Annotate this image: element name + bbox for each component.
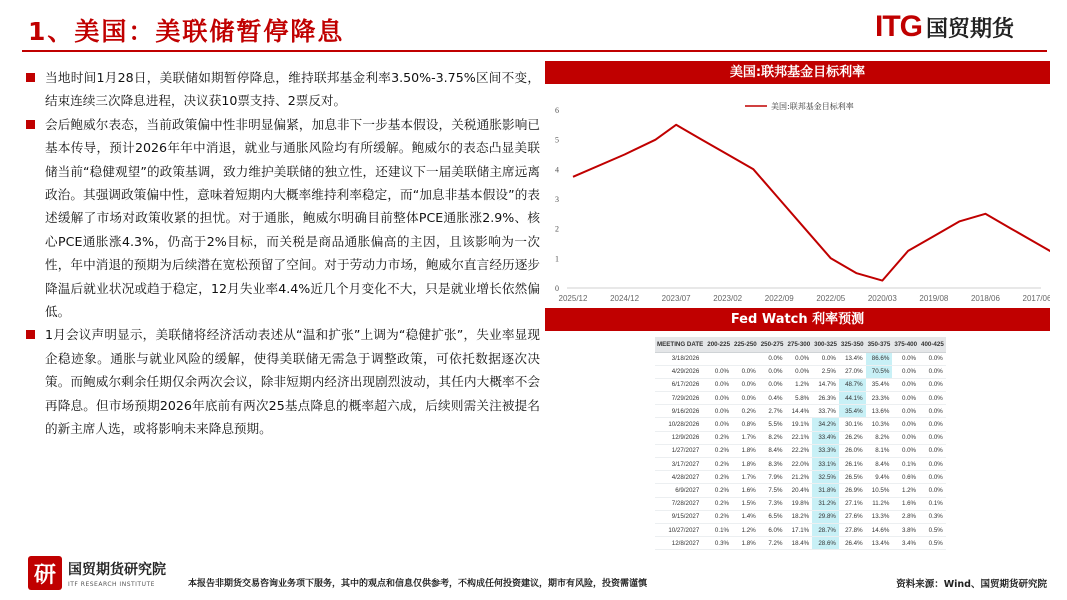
probability-cell: 0.0% xyxy=(732,392,759,405)
probability-cell: 30.1% xyxy=(839,418,866,431)
meeting-date-cell: 4/29/2026 xyxy=(655,365,705,378)
probability-cell: 19.1% xyxy=(785,418,812,431)
probability-cell: 26.5% xyxy=(839,471,866,484)
probability-cell: 22.1% xyxy=(785,431,812,444)
probability-cell: 0.6% xyxy=(892,471,919,484)
probability-cell: 0.0% xyxy=(759,378,786,391)
meeting-date-cell: 7/28/2027 xyxy=(655,497,705,510)
probability-cell: 0.0% xyxy=(732,365,759,378)
probability-cell xyxy=(732,352,759,365)
probability-cell: 8.3% xyxy=(759,458,786,471)
x-tick-label: 2017/06 xyxy=(1022,294,1050,303)
probability-cell: 8.2% xyxy=(866,431,893,444)
fedwatch-row xyxy=(655,510,946,523)
fedwatch-row xyxy=(655,458,946,471)
meeting-date-cell: 6/9/2027 xyxy=(655,484,705,497)
probability-cell: 70.5% xyxy=(866,365,893,378)
bullet-square-icon xyxy=(26,330,35,339)
probability-cell: 13.3% xyxy=(866,510,893,523)
meeting-date-cell: 3/17/2027 xyxy=(655,458,705,471)
probability-cell: 2.5% xyxy=(812,365,839,378)
probability-cell: 13.4% xyxy=(839,352,866,365)
meeting-date-cell: 4/28/2027 xyxy=(655,471,705,484)
probability-cell: 10.3% xyxy=(866,418,893,431)
fedwatch-column-header: 325-350 xyxy=(839,337,866,352)
probability-cell: 31.2% xyxy=(812,497,839,510)
logo-company-name: 国贸期货 xyxy=(926,16,1015,42)
x-tick-label: 2019/08 xyxy=(919,294,949,303)
probability-cell: 86.6% xyxy=(866,352,893,365)
probability-cell: 0.0% xyxy=(892,418,919,431)
probability-cell: 0.0% xyxy=(919,458,946,471)
x-tick-label: 2024/12 xyxy=(610,294,640,303)
probability-cell: 2.8% xyxy=(892,510,919,523)
probability-cell: 0.1% xyxy=(892,458,919,471)
footer-org-en: ITF RESEARCH INSTITUTE xyxy=(68,580,155,588)
probability-cell: 0.0% xyxy=(919,405,946,418)
page-title: 1、美国：美联储暂停降息 xyxy=(28,17,345,46)
probability-cell: 1.2% xyxy=(892,484,919,497)
probability-cell: 7.9% xyxy=(759,471,786,484)
probability-cell: 0.0% xyxy=(892,352,919,365)
probability-cell: 0.0% xyxy=(919,352,946,365)
fedwatch-column-header: 225-250 xyxy=(732,337,759,352)
x-tick-label: 2023/07 xyxy=(661,294,691,303)
probability-cell: 8.1% xyxy=(866,444,893,457)
probability-cell: 0.5% xyxy=(919,523,946,536)
y-tick-label: 4 xyxy=(555,165,559,175)
fedwatch-row xyxy=(655,431,946,444)
probability-cell: 0.0% xyxy=(919,471,946,484)
probability-cell: 0.0% xyxy=(785,352,812,365)
probability-cell: 32.5% xyxy=(812,471,839,484)
probability-cell: 1.7% xyxy=(732,471,759,484)
bullet-item xyxy=(26,66,540,113)
probability-cell: 0.3% xyxy=(705,537,732,550)
probability-cell: 8.2% xyxy=(759,431,786,444)
fedwatch-row xyxy=(655,497,946,510)
legend-label: 美国:联邦基金目标利率 xyxy=(771,102,854,111)
fedwatch-row xyxy=(655,444,946,457)
probability-cell: 0.0% xyxy=(732,378,759,391)
probability-cell: 22.2% xyxy=(785,444,812,457)
chart-panel-header: 美国:联邦基金目标利率 xyxy=(545,61,1050,84)
probability-cell: 13.6% xyxy=(866,405,893,418)
fedwatch-column-header: 250-275 xyxy=(759,337,786,352)
bullet-text: 1月会议声明显示，美联储将经济活动表述从“温和扩张”上调为“稳健扩张”，失业率显现企稳迹象。通胀与就业风险的缓解，使得美联储无需急于调整政策，可依托数据逐次决策。而鲍威尔剩余任期仅余两次会议，除非短期内经济出现剧烈波动，其任内大概率不会再降息。但市场预期2026年底前有两次25基点降息的概率超六成，后续则需关注被提名的新主席人选，或将影响未来降息预期。 xyxy=(45,327,540,437)
probability-cell: 0.4% xyxy=(759,392,786,405)
bullet-text: 当地时间1月28日，美联储如期暂停降息，维持联邦基金利率3.50%-3.75%区间不变，结束连续三次降息进程，决议获10票支持、2票反对。 xyxy=(45,70,540,109)
probability-cell: 26.9% xyxy=(839,484,866,497)
probability-cell: 0.0% xyxy=(919,378,946,391)
probability-cell: 33.7% xyxy=(812,405,839,418)
fedwatch-row xyxy=(655,537,946,550)
probability-cell: 26.1% xyxy=(839,458,866,471)
probability-cell: 11.2% xyxy=(866,497,893,510)
meeting-date-cell: 12/9/2026 xyxy=(655,431,705,444)
probability-cell: 19.8% xyxy=(785,497,812,510)
probability-cell: 6.0% xyxy=(759,523,786,536)
x-tick-label: 2022/09 xyxy=(764,294,794,303)
probability-cell: 33.4% xyxy=(812,431,839,444)
probability-cell: 33.3% xyxy=(812,444,839,457)
meeting-date-cell: 1/27/2027 xyxy=(655,444,705,457)
fedwatch-row xyxy=(655,378,946,391)
probability-cell: 0.2% xyxy=(705,471,732,484)
fedwatch-body xyxy=(655,352,946,550)
probability-cell: 0.0% xyxy=(759,365,786,378)
probability-cell: 0.1% xyxy=(705,523,732,536)
probability-cell: 0.0% xyxy=(892,392,919,405)
meeting-date-cell: 3/18/2026 xyxy=(655,352,705,365)
y-tick-label: 5 xyxy=(555,135,559,145)
probability-cell: 23.3% xyxy=(866,392,893,405)
bullet-item xyxy=(26,323,540,440)
probability-cell: 34.2% xyxy=(812,418,839,431)
probability-cell: 21.2% xyxy=(785,471,812,484)
probability-cell: 2.7% xyxy=(759,405,786,418)
research-seal-icon: 研 xyxy=(28,556,62,590)
probability-cell: 1.6% xyxy=(892,497,919,510)
probability-cell xyxy=(705,352,732,365)
probability-cell: 1.7% xyxy=(732,431,759,444)
probability-cell: 0.0% xyxy=(892,405,919,418)
probability-cell: 22.0% xyxy=(785,458,812,471)
probability-cell: 7.5% xyxy=(759,484,786,497)
probability-cell: 10.5% xyxy=(866,484,893,497)
x-tick-label: 2020/03 xyxy=(867,294,897,303)
probability-cell: 0.0% xyxy=(919,484,946,497)
bullet-text: 会后鲍威尔表态，当前政策偏中性非明显偏紧，加息非下一步基本假设，关税通胀影响已基本传导，预计2026年年中消退，就业与通胀风险均有所缓解。鲍威尔的表态凸显美联储当前“稳健观望”的政策基调，致力维护美联储的独立性，还建议下一届美联储主席远离政治。其强调政策偏中性，意味着短期内大概率维持利率稳定，而“加息非基本假设”的表述缓解了市场对政策收紧的担忧。对于通胀，鲍威尔明确目前整体PCE通胀涨2.9%、核心PCE通胀涨4.3%，仍高于2%目标，而关税是商品通胀偏高的主因，且该影响为一次性，年中消退的预期为后续潜在宽松预留了空间。对于劳动力市场，鲍威尔直言经历逐步降温后就业状况或趋于稳定，12月失业率4.4%近几个月变化不大，只是就业增长依然偏低。 xyxy=(45,116,540,320)
series-line xyxy=(573,125,1050,281)
probability-cell: 0.0% xyxy=(705,378,732,391)
bullet-square-icon xyxy=(26,120,35,129)
probability-cell: 13.4% xyxy=(866,537,893,550)
probability-cell: 26.0% xyxy=(839,444,866,457)
probability-cell: 14.7% xyxy=(812,378,839,391)
bullet-item xyxy=(26,113,540,324)
footer-org-cn: 国贸期货研究院 xyxy=(68,561,166,578)
fedwatch-row xyxy=(655,365,946,378)
probability-cell: 0.0% xyxy=(892,365,919,378)
probability-cell: 17.1% xyxy=(785,523,812,536)
fedwatch-column-header: MEETING DATE xyxy=(655,337,705,352)
bullet-square-icon xyxy=(26,73,35,82)
probability-cell: 1.8% xyxy=(732,444,759,457)
meeting-date-cell: 6/17/2026 xyxy=(655,378,705,391)
title-divider xyxy=(22,50,1047,52)
bullet-list xyxy=(26,66,540,441)
probability-cell: 3.4% xyxy=(892,537,919,550)
probability-cell: 31.8% xyxy=(812,484,839,497)
probability-cell: 0.0% xyxy=(705,365,732,378)
probability-cell: 9.4% xyxy=(866,471,893,484)
probability-cell: 0.0% xyxy=(919,444,946,457)
probability-cell: 0.2% xyxy=(705,444,732,457)
fedwatch-column-header: 300-325 xyxy=(812,337,839,352)
probability-cell: 1.6% xyxy=(732,484,759,497)
probability-cell: 14.4% xyxy=(785,405,812,418)
probability-cell: 44.1% xyxy=(839,392,866,405)
fed-funds-rate-chart xyxy=(545,86,1050,306)
probability-cell: 0.0% xyxy=(812,352,839,365)
probability-cell: 1.5% xyxy=(732,497,759,510)
probability-cell: 0.0% xyxy=(919,365,946,378)
probability-cell: 26.4% xyxy=(839,537,866,550)
probability-cell: 8.4% xyxy=(759,444,786,457)
fedwatch-panel-header: Fed Watch 利率预测 xyxy=(545,308,1050,331)
meeting-date-cell: 10/27/2027 xyxy=(655,523,705,536)
probability-cell: 6.5% xyxy=(759,510,786,523)
probability-cell: 5.8% xyxy=(785,392,812,405)
fedwatch-table-wrap xyxy=(655,337,946,550)
x-tick-label: 2023/02 xyxy=(713,294,743,303)
probability-cell: 0.0% xyxy=(705,392,732,405)
probability-cell: 14.6% xyxy=(866,523,893,536)
probability-cell: 0.0% xyxy=(919,392,946,405)
probability-cell: 0.0% xyxy=(705,405,732,418)
y-tick-label: 6 xyxy=(555,106,559,115)
probability-cell: 29.8% xyxy=(812,510,839,523)
fedwatch-column-header: 375-400 xyxy=(892,337,919,352)
probability-cell: 27.8% xyxy=(839,523,866,536)
y-tick-label: 3 xyxy=(555,195,559,204)
probability-cell: 0.1% xyxy=(919,497,946,510)
probability-cell: 20.4% xyxy=(785,484,812,497)
probability-cell: 1.8% xyxy=(732,458,759,471)
probability-cell: 0.0% xyxy=(785,365,812,378)
fedwatch-column-header: 400-425 xyxy=(919,337,946,352)
fedwatch-row xyxy=(655,523,946,536)
probability-cell: 35.4% xyxy=(839,405,866,418)
y-tick-label: 0 xyxy=(555,284,559,293)
probability-cell: 18.2% xyxy=(785,510,812,523)
probability-cell: 26.2% xyxy=(839,431,866,444)
source-text: 资料来源：Wind、国贸期货研究院 xyxy=(896,579,1047,590)
probability-cell: 0.3% xyxy=(919,510,946,523)
probability-cell: 1.2% xyxy=(785,378,812,391)
fedwatch-row xyxy=(655,352,946,365)
probability-cell: 0.2% xyxy=(705,497,732,510)
probability-cell: 0.2% xyxy=(705,510,732,523)
probability-cell: 28.6% xyxy=(812,537,839,550)
y-tick-label: 1 xyxy=(555,254,559,264)
probability-cell: 35.4% xyxy=(866,378,893,391)
probability-cell: 0.0% xyxy=(919,431,946,444)
footer-logo xyxy=(28,556,166,590)
fedwatch-row xyxy=(655,418,946,431)
disclaimer-text: 本报告非期货交易咨询业务项下服务，其中的观点和信息仅供参考，不构成任何投资建议，期市有风险，投资需谨慎 xyxy=(188,579,648,589)
probability-cell: 0.0% xyxy=(919,418,946,431)
meeting-date-cell: 7/29/2026 xyxy=(655,392,705,405)
itg-logo xyxy=(875,10,1014,44)
probability-cell: 0.0% xyxy=(892,431,919,444)
meeting-date-cell: 12/8/2027 xyxy=(655,537,705,550)
fedwatch-column-header: 200-225 xyxy=(705,337,732,352)
probability-cell: 0.0% xyxy=(892,378,919,391)
probability-cell: 0.2% xyxy=(705,431,732,444)
probability-cell: 33.1% xyxy=(812,458,839,471)
meeting-date-cell: 9/16/2026 xyxy=(655,405,705,418)
probability-cell: 8.4% xyxy=(866,458,893,471)
probability-cell: 18.4% xyxy=(785,537,812,550)
fedwatch-column-header: 350-375 xyxy=(866,337,893,352)
probability-cell: 0.0% xyxy=(892,444,919,457)
meeting-date-cell: 9/15/2027 xyxy=(655,510,705,523)
probability-cell: 0.8% xyxy=(732,418,759,431)
probability-cell: 0.2% xyxy=(705,484,732,497)
fedwatch-row xyxy=(655,405,946,418)
x-tick-label: 2025/12 xyxy=(558,294,588,303)
probability-cell: 5.5% xyxy=(759,418,786,431)
probability-cell: 27.6% xyxy=(839,510,866,523)
fedwatch-header-row xyxy=(655,337,946,352)
probability-cell: 28.7% xyxy=(812,523,839,536)
probability-cell: 0.0% xyxy=(705,418,732,431)
probability-cell: 1.8% xyxy=(732,537,759,550)
probability-cell: 27.1% xyxy=(839,497,866,510)
meeting-date-cell: 10/28/2026 xyxy=(655,418,705,431)
probability-cell: 0.2% xyxy=(705,458,732,471)
x-tick-label: 2018/06 xyxy=(970,294,1000,303)
probability-cell: 26.3% xyxy=(812,392,839,405)
probability-cell: 3.8% xyxy=(892,523,919,536)
footer-org xyxy=(68,559,166,588)
probability-cell: 1.4% xyxy=(732,510,759,523)
fedwatch-row xyxy=(655,484,946,497)
rate-chart-svg xyxy=(545,86,1050,306)
probability-cell: 0.0% xyxy=(759,352,786,365)
probability-cell: 7.3% xyxy=(759,497,786,510)
probability-cell: 0.2% xyxy=(732,405,759,418)
probability-cell: 27.0% xyxy=(839,365,866,378)
fedwatch-row xyxy=(655,471,946,484)
fedwatch-table xyxy=(655,337,946,550)
y-tick-label: 2 xyxy=(555,224,559,234)
x-tick-label: 2022/05 xyxy=(816,294,846,303)
probability-cell: 0.5% xyxy=(919,537,946,550)
logo-itg-text: ITG xyxy=(875,10,922,43)
fedwatch-column-header: 275-300 xyxy=(785,337,812,352)
probability-cell: 1.2% xyxy=(732,523,759,536)
probability-cell: 7.2% xyxy=(759,537,786,550)
fedwatch-row xyxy=(655,392,946,405)
probability-cell: 48.7% xyxy=(839,378,866,391)
